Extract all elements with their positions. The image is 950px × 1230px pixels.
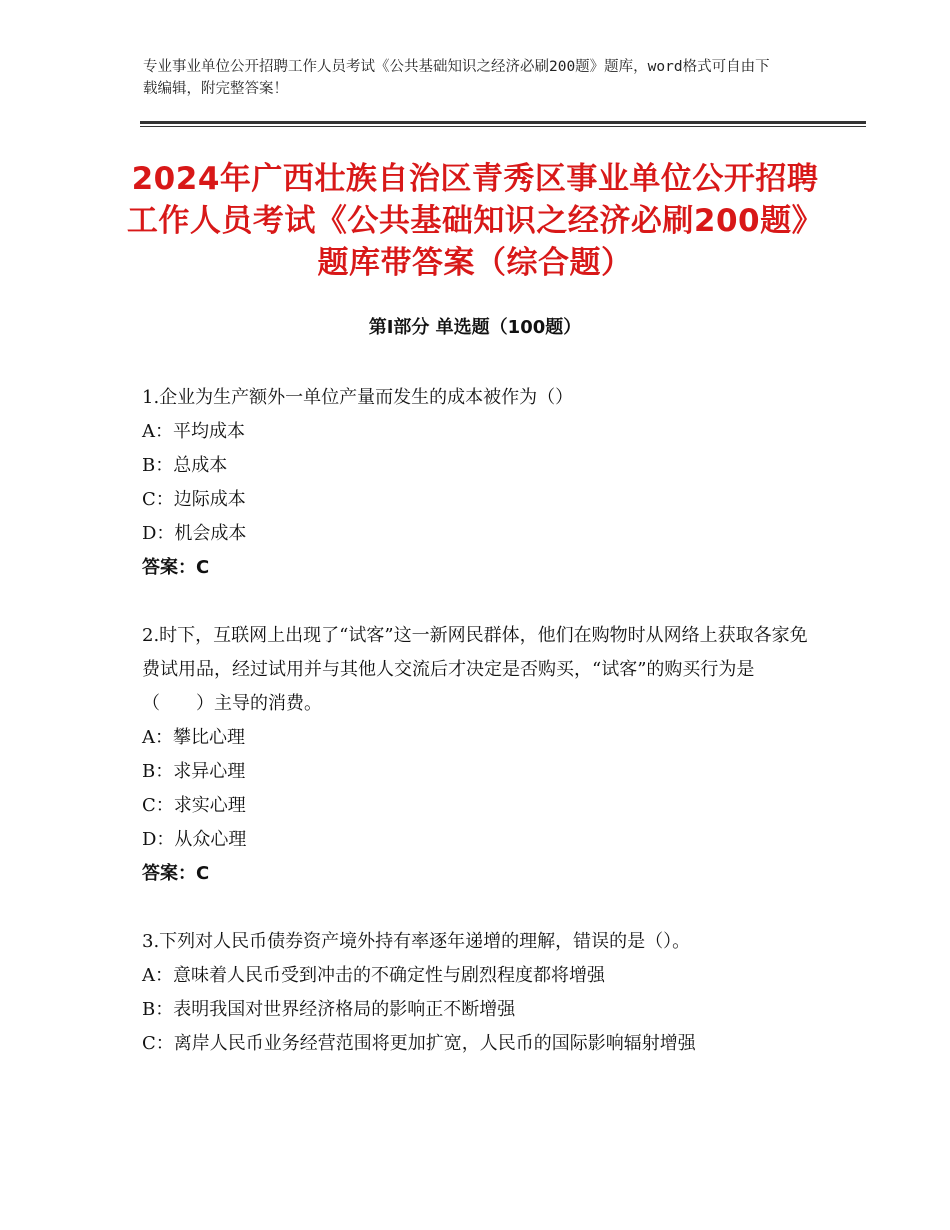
option-c: C：求实心理 xyxy=(142,795,246,816)
header-rule-thick xyxy=(140,121,866,124)
question-spacer xyxy=(142,585,812,619)
question-stem: 1.企业为生产额外一单位产量而发生的成本被作为（） xyxy=(142,387,574,408)
question-stem: 2.时下，互联网上出现了“试客”这一新网民群体，他们在购物时从网络上获取各家免费试用品，经过试用并与其他人交流后才决定是否购买，“试客”的购买行为是（ ）主导的消费。 xyxy=(142,625,808,714)
header-rule-thin xyxy=(140,126,866,127)
option-a: A：平均成本 xyxy=(142,421,245,442)
answer-line: 答案：C xyxy=(142,863,210,884)
option-a: A：意味着人民币受到冲击的不确定性与剧烈程度都将增强 xyxy=(142,965,605,986)
question-3 xyxy=(142,925,812,1061)
question-stem: 3.下列对人民币债券资产境外持有率逐年递增的理解，错误的是（）。 xyxy=(142,931,691,952)
section-title: 第Ⅰ部分 单选题（100题） xyxy=(368,317,582,338)
option-b: B：总成本 xyxy=(142,455,228,476)
question-spacer xyxy=(142,891,812,925)
header-note: 专业事业单位公开招聘工作人员考试《公共基础知识之经济必刷200题》题库，word格式可自由下载编辑，附完整答案！ xyxy=(143,59,770,97)
option-a: A：攀比心理 xyxy=(142,727,245,748)
option-c: C：离岸人民币业务经营范围将更加扩宽，人民币的国际影响辐射增强 xyxy=(142,1033,696,1054)
document-title: 2024年广西壮族自治区青秀区事业单位公开招聘工作人员考试《公共基础知识之经济必刷200题》题库带答案（综合题） xyxy=(126,161,824,281)
option-b: B：表明我国对世界经济格局的影响正不断增强 xyxy=(142,999,516,1020)
question-1 xyxy=(142,381,812,585)
option-c: C：边际成本 xyxy=(142,489,246,510)
answer-line: 答案：C xyxy=(142,557,210,578)
option-d: D：机会成本 xyxy=(142,523,247,544)
question-list xyxy=(142,381,812,1061)
option-d: D：从众心理 xyxy=(142,829,247,850)
option-b: B：求异心理 xyxy=(142,761,246,782)
question-2 xyxy=(142,619,812,891)
